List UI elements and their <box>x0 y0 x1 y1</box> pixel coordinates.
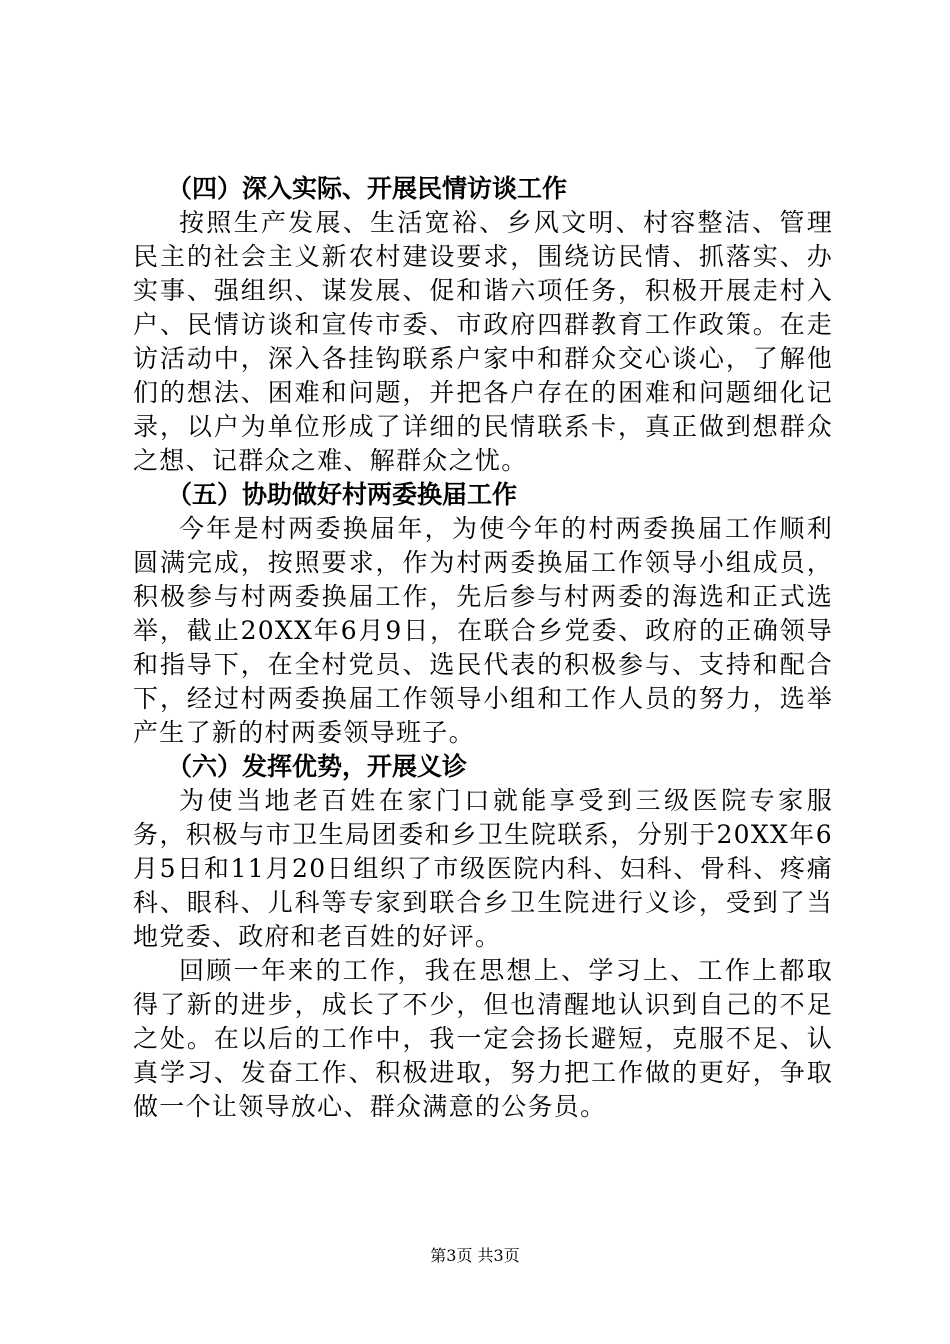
page-number-footer: 第3页 共3页 <box>430 1246 520 1265</box>
section-5-paragraph-1: 今年是村两委换届年，为使今年的村两委换届工作顺利圆满完成，按照要求，作为村两委换届工作领导小组成员，积极参与村两委换届工作，先后参与村两委的海选和正式选举，截止20XX年6月9日，在联合乡党委、政府的正确领导和指导下，在全村党员、选民代表的积极参与、支持和配合下，经过村两委换届工作领导小组和工作人员的努力，选举产生了新的村两委领导班子。 <box>133 514 833 747</box>
section-heading-5: （五）协助做好村两委换届工作 <box>167 480 518 509</box>
section-6-paragraph-1: 为使当地老百姓在家门口就能享受到三级医院专家服务，积极与市卫生局团委和乡卫生院联系，分别于20XX年6月5日和11月20日组织了市级医院内科、妇科、骨科、疼痛科、眼科、儿科等专家到联合乡卫生院进行义诊，受到了当地党委、政府和老百姓的好评。 <box>133 786 833 951</box>
section-heading-4: （四）深入实际、开展民情访谈工作 <box>167 174 568 203</box>
section-heading-6: （六）发挥优势，开展义诊 <box>167 752 468 781</box>
document-body <box>133 172 833 1124</box>
closing-paragraph: 回顾一年来的工作，我在思想上、学习上、工作上都取得了新的进步，成长了不少，但也清醒地认识到自己的不足之处。在以后的工作中，我一定会扬长避短，克服不足、认真学习、发奋工作、积极进取，努力把工作做的更好，争取做一个让领导放心、群众满意的公务员。 <box>133 956 833 1121</box>
section-4-paragraph-1: 按照生产发展、生活宽裕、乡风文明、村容整洁、管理民主的社会主义新农村建设要求，围绕访民情、抓落实、办实事、强组织、谋发展、促和谐六项任务，积极开展走村入户、民情访谈和宣传市委、市政府四群教育工作政策。在走访活动中，深入各挂钩联系户家中和群众交心谈心，了解他们的想法、困难和问题，并把各户存在的困难和问题细化记录，以户为单位形成了详细的民情联系卡，真正做到想群众之想、记群众之难、解群众之忧。 <box>133 208 833 475</box>
